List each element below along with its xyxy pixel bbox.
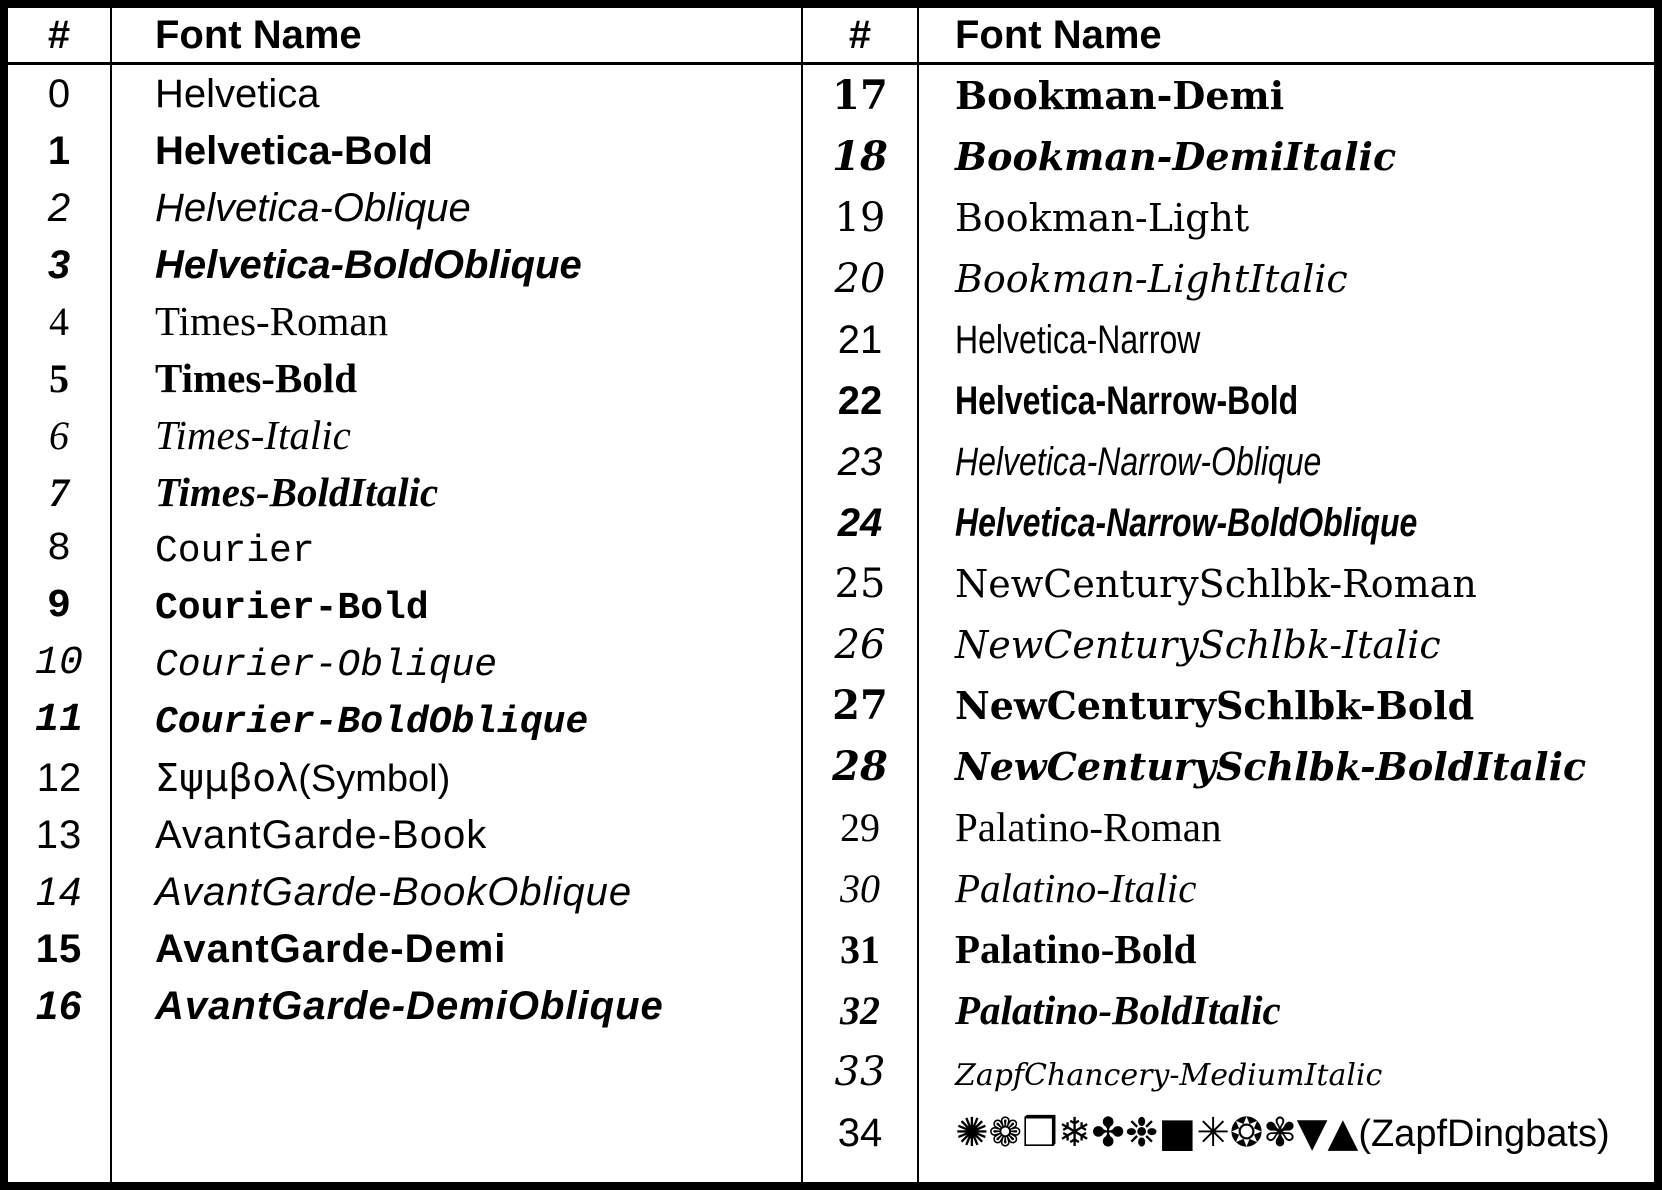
- row-number: 11: [34, 697, 83, 743]
- row-number: 26: [834, 621, 886, 668]
- table-row: [803, 370, 1654, 431]
- row-font-name: [110, 185, 801, 230]
- row-font-name: [917, 561, 1654, 606]
- column-header-number: #: [848, 13, 872, 57]
- row-number: 3: [47, 242, 71, 287]
- table-row: [803, 65, 1654, 126]
- font-name-sample: Helvetica-Oblique: [155, 185, 471, 230]
- table-row: [803, 919, 1654, 980]
- row-font-name: [917, 1052, 1654, 1092]
- row-number: 19: [834, 194, 886, 241]
- table-header: [803, 8, 1654, 65]
- row-font-name: [110, 642, 801, 685]
- table-row: [8, 407, 801, 464]
- font-name-sample: AvantGarde-Book: [155, 812, 488, 857]
- column-header-number: #: [47, 13, 71, 57]
- table-row: [8, 65, 801, 122]
- row-font-name: [917, 378, 1654, 423]
- table-row: [803, 492, 1654, 553]
- font-name-sample: Bookman-Demi: [955, 72, 1285, 118]
- row-font-name: [917, 439, 1654, 484]
- table-row: [803, 797, 1654, 858]
- row-font-name: [917, 500, 1654, 545]
- row-font-name: [110, 298, 801, 344]
- row-number: 9: [46, 583, 71, 629]
- font-name-sample: NewCenturySchlbk-Bold: [955, 682, 1475, 728]
- row-number: 8: [46, 526, 71, 572]
- row-font-name: [917, 195, 1654, 240]
- row-number: 2: [47, 185, 71, 230]
- row-font-name: [110, 755, 801, 800]
- table-row: [8, 749, 801, 806]
- row-font-name: [917, 743, 1654, 789]
- table-row: [803, 248, 1654, 309]
- table-row: [8, 122, 801, 179]
- font-name-sample: Courier: [155, 530, 315, 573]
- row-number: 16: [35, 983, 83, 1028]
- table-row: [8, 635, 801, 692]
- font-name-sample: Palatino-Roman: [955, 804, 1222, 850]
- font-name-sample: NewCenturySchlbk-Roman: [955, 561, 1477, 606]
- row-number: 5: [49, 355, 69, 401]
- row-font-name: [917, 622, 1654, 667]
- row-font-name: [110, 699, 801, 742]
- row-font-name: [917, 256, 1654, 301]
- row-number: 13: [35, 812, 83, 857]
- table-row: [8, 806, 801, 863]
- row-number: 10: [34, 640, 83, 686]
- font-name-sample: AvantGarde-DemiOblique: [155, 983, 664, 1028]
- row-font-name: [917, 804, 1654, 850]
- row-number: 15: [35, 926, 83, 971]
- row-font-name: [110, 242, 801, 287]
- font-name-sample: AvantGarde-Demi: [155, 926, 507, 971]
- column-header-font-name: Font Name: [955, 13, 1162, 57]
- table-row: [803, 553, 1654, 614]
- table-row: [8, 293, 801, 350]
- column-header-font-name: Font Name: [155, 13, 362, 57]
- font-name-sample: Helvetica-BoldOblique: [155, 242, 582, 287]
- row-font-name: [110, 869, 801, 914]
- font-name-sample: Times-Roman: [155, 298, 389, 344]
- row-font-name: [917, 133, 1654, 179]
- row-number: 22: [837, 378, 883, 423]
- row-number: 4: [49, 298, 69, 344]
- row-font-name: [917, 682, 1654, 728]
- row-number: 12: [36, 755, 82, 800]
- row-number: 20: [834, 255, 886, 302]
- table-row: [8, 464, 801, 521]
- table-row: [8, 350, 801, 407]
- font-name-sample: Courier-BoldOblique: [155, 701, 589, 744]
- font-name-sample: Bookman-DemiItalic: [955, 133, 1397, 179]
- table-row: [8, 236, 801, 293]
- font-name-sample: Helvetica: [155, 71, 320, 116]
- table-row: [803, 1041, 1654, 1102]
- font-name-sample: Helvetica-Bold: [155, 128, 433, 173]
- table-row: [803, 431, 1654, 492]
- row-font-name: [110, 983, 801, 1028]
- row-number: 14: [35, 869, 83, 914]
- row-number: 32: [840, 987, 880, 1033]
- font-name-sample: Bookman-Light: [955, 195, 1250, 240]
- font-name-sample: Helvetica-Narrow: [955, 317, 1201, 362]
- row-number: 6: [49, 412, 69, 458]
- row-number: 28: [832, 742, 888, 790]
- font-name-sample: ✺❁❒❄✤❉■✳❂✾▼▲: [955, 1109, 1359, 1156]
- font-name-sample: Courier-Oblique: [155, 644, 498, 687]
- row-font-name: [110, 355, 801, 401]
- font-name-sample: AvantGarde-BookOblique: [155, 869, 633, 914]
- table-row: [8, 920, 801, 977]
- table-body: [803, 65, 1654, 1163]
- row-number: 34: [837, 1110, 883, 1155]
- row-font-name: [917, 865, 1654, 911]
- table-header: [8, 8, 801, 65]
- table-row: [8, 977, 801, 1034]
- font-name-sample: Times-BoldItalic: [155, 469, 439, 515]
- row-number: 33: [834, 1048, 886, 1095]
- font-name-sample: Σψμβολ: [155, 755, 299, 800]
- font-name-sample: Helvetica-Narrow-BoldOblique: [955, 500, 1418, 545]
- row-font-name: [110, 469, 801, 515]
- row-number: 30: [840, 865, 880, 911]
- row-number: 31: [840, 926, 880, 972]
- row-number: 29: [840, 804, 880, 850]
- table-row: [8, 521, 801, 578]
- font-name-sample: NewCenturySchlbk-BoldItalic: [955, 743, 1587, 789]
- row-font-name: [917, 926, 1654, 972]
- table-row: [803, 1102, 1654, 1163]
- table-row: [803, 309, 1654, 370]
- row-number: 0: [47, 71, 71, 116]
- font-name-suffix: (ZapfDingbats): [1358, 1112, 1610, 1155]
- table-row: [803, 614, 1654, 675]
- row-font-name: [917, 72, 1654, 118]
- row-number: 27: [832, 681, 888, 729]
- table-row: [803, 736, 1654, 797]
- table-row: [8, 578, 801, 635]
- table-row: [803, 126, 1654, 187]
- table-body: [8, 65, 801, 1034]
- row-number: 25: [834, 560, 886, 607]
- row-number: 7: [49, 469, 69, 515]
- font-name-sample: Palatino-Bold: [955, 926, 1197, 972]
- row-font-name: [110, 128, 801, 173]
- table-row: [803, 187, 1654, 248]
- row-number: 17: [832, 71, 888, 119]
- font-name-sample: NewCenturySchlbk-Italic: [955, 622, 1441, 667]
- font-name-sample: Helvetica-Narrow-Bold: [955, 378, 1299, 423]
- table-row: [8, 863, 801, 920]
- font-table-right-half: [803, 8, 1654, 1182]
- font-name-sample: Times-Italic: [155, 412, 351, 458]
- table-row: [803, 675, 1654, 736]
- row-number: 1: [47, 128, 71, 173]
- table-row: [8, 179, 801, 236]
- font-table-left-half: [8, 8, 803, 1182]
- row-number: 24: [837, 500, 883, 545]
- row-font-name: [917, 987, 1654, 1033]
- table-row: [803, 980, 1654, 1041]
- row-font-name: [110, 585, 801, 628]
- font-name-sample: Palatino-Italic: [955, 865, 1197, 911]
- row-number: 23: [837, 439, 883, 484]
- row-font-name: [110, 412, 801, 458]
- table-row: [8, 692, 801, 749]
- row-number: 18: [832, 132, 888, 180]
- font-name-sample: Palatino-BoldItalic: [955, 987, 1281, 1033]
- font-name-sample: Courier-Bold: [155, 587, 429, 630]
- row-font-name: [110, 812, 801, 857]
- row-font-name: [110, 528, 801, 571]
- row-font-name: [917, 1109, 1654, 1156]
- font-name-sample: Bookman-LightItalic: [955, 256, 1348, 301]
- row-number: 21: [837, 317, 883, 362]
- table-row: [803, 858, 1654, 919]
- row-font-name: [110, 926, 801, 971]
- font-name-sample: ZapfChancery-MediumItalic: [955, 1057, 1383, 1093]
- row-font-name: [110, 71, 801, 116]
- font-name-sample: Helvetica-Narrow-Oblique: [955, 439, 1322, 484]
- font-name-sample: Times-Bold: [155, 355, 357, 401]
- font-name-suffix: (Symbol): [298, 757, 451, 800]
- row-font-name: [917, 317, 1654, 362]
